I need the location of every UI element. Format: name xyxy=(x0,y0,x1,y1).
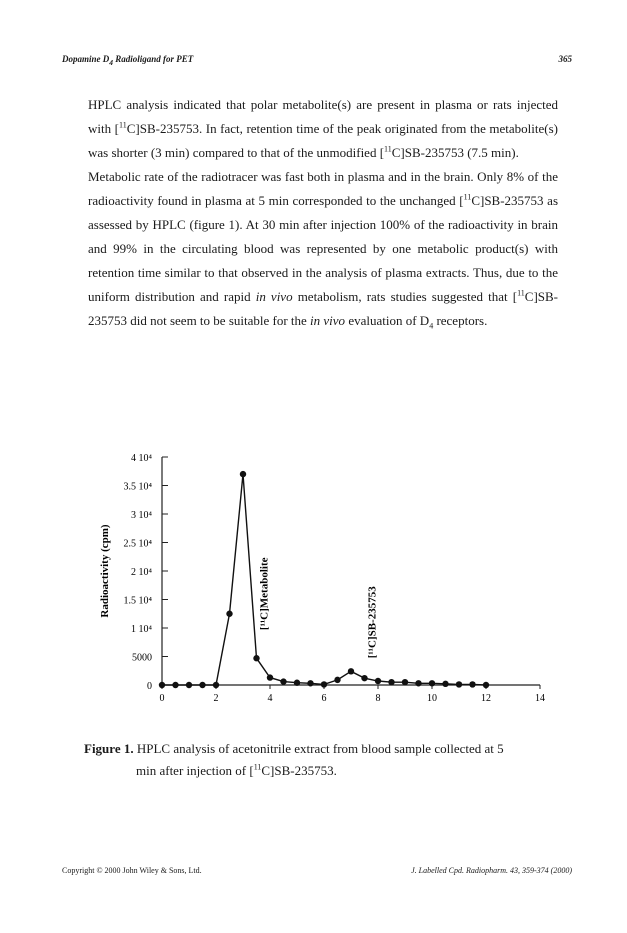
page-footer xyxy=(62,866,572,875)
caption-label: Figure 1. xyxy=(84,741,134,756)
data-point xyxy=(402,679,408,685)
data-point xyxy=(213,682,219,688)
data-point xyxy=(456,681,462,687)
running-title: Dopamine $D_4$ Radioligand for PET xyxy=(62,54,194,67)
data-point xyxy=(267,674,273,680)
y-tick-label: 3 10⁴ xyxy=(131,510,152,521)
data-point xyxy=(361,675,367,681)
copyright: Copyright © 2000 John Wiley & Sons, Ltd. xyxy=(62,866,202,875)
paragraph-1: HPLC analysis indicated that polar metabolite(s) are present in plasma or rats injected with [$^{11}$C]SB-235753. In fact, retention time of the peak originated from the metabolite(s) was shorter (3 min) compared to that of the unmodified [$^{11}$C]SB-235753 (7.5 min). xyxy=(88,97,558,160)
y-tick-label: 2 10⁴ xyxy=(131,567,152,578)
page-number: 365 xyxy=(558,54,572,64)
paragraph-2: Metabolic rate of the radiotracer was fast both in plasma and in the brain. Only 8% of the radioactivity found in plasma at 5 min corresponded to the unchanged [$^{11}$C]SB-235753 as assessed by HPLC (figure 1). At 30 min after injection 100% of the radioactivity in brain and 99% in the circulating blood was represented by one metabolic product(s) with retention time similar to that observed in the analysis of plasma extracts. Thus, due to the uniform distribution and rapid in vivo metabolism, rats studies suggested that [$^{11}$C]SB-235753 did not seem to be suitable for the in vivo evaluation of $D_4$ receptors. xyxy=(88,169,559,331)
data-point xyxy=(388,679,394,685)
data-point xyxy=(348,668,354,674)
journal-citation: J. Labelled Cpd. Radiopharm. 43, 359-374 (2000) xyxy=(411,866,572,875)
data-point xyxy=(307,680,313,686)
data-point xyxy=(240,471,246,477)
running-head xyxy=(62,54,572,67)
data-point xyxy=(253,655,259,661)
data-point xyxy=(186,682,192,688)
x-tick-label: 12 xyxy=(481,693,491,704)
x-tick-label: 10 xyxy=(427,693,437,704)
y-tick-label: 1.5 10⁴ xyxy=(123,595,152,607)
data-point xyxy=(294,680,300,686)
x-tick-label: 8 xyxy=(375,693,381,704)
data-point xyxy=(159,682,165,688)
data-point xyxy=(469,681,475,687)
data-point xyxy=(199,682,205,688)
y-tick-label: 4 10⁴ xyxy=(131,453,152,464)
data-point xyxy=(226,611,232,617)
y-tick-label: 3.5 10⁴ xyxy=(123,481,152,493)
peak-annotation: [¹¹C]SB-235753 xyxy=(366,586,379,659)
data-point xyxy=(375,678,381,684)
y-axis-label: Radioactivity (cpm) xyxy=(99,524,111,618)
data-point xyxy=(442,681,448,687)
data-point xyxy=(334,677,340,683)
data-point xyxy=(415,680,421,686)
x-tick-label: 2 xyxy=(213,693,219,704)
y-tick-label: 1 10⁴ xyxy=(131,624,152,635)
figure-caption: Figure 1. HPLC analysis of acetonitrile extract from blood sample collected at 5 min after injection of [$^{11}$C]SB-235753. xyxy=(84,741,504,778)
body-text xyxy=(88,93,558,333)
y-tick-label: 5000 xyxy=(132,652,152,664)
figure-1 xyxy=(90,445,560,715)
x-tick-label: 6 xyxy=(321,693,327,704)
peak-annotation: [¹¹C]Metabolite xyxy=(258,557,271,631)
data-point xyxy=(429,680,435,686)
y-tick-label: 0 xyxy=(147,681,152,692)
x-tick-label: 14 xyxy=(535,693,545,704)
hplc-chart xyxy=(90,445,560,715)
y-tick-label: 2.5 10⁴ xyxy=(123,538,152,550)
data-point xyxy=(321,681,327,687)
x-tick-label: 4 xyxy=(267,693,273,704)
data-point xyxy=(280,678,286,684)
series-line xyxy=(162,474,486,685)
data-point xyxy=(483,682,489,688)
data-point xyxy=(172,682,178,688)
x-tick-label: 0 xyxy=(159,693,165,704)
